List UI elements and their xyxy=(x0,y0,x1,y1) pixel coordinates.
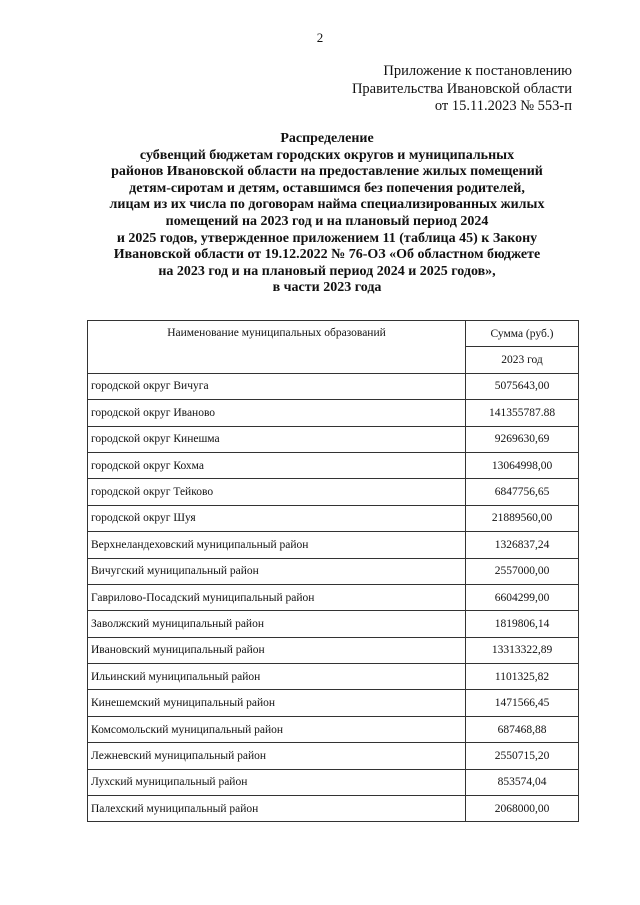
municipality-name: Гаврилово-Посадский муниципальный район xyxy=(88,584,466,610)
table-row xyxy=(88,743,579,769)
table-row xyxy=(88,664,579,690)
amount-value: 2557000,00 xyxy=(466,558,579,584)
page-number: 2 xyxy=(316,30,324,45)
column-header-year: 2023 год xyxy=(466,347,579,373)
table-row xyxy=(88,637,579,663)
table-row xyxy=(88,690,579,716)
amount-value: 2068000,00 xyxy=(466,796,579,822)
table-header-row xyxy=(88,321,579,347)
municipality-name: Палехский муниципальный район xyxy=(88,796,466,822)
appendix-reference xyxy=(352,63,572,116)
table-body xyxy=(88,373,579,822)
amount-value: 21889560,00 xyxy=(466,505,579,531)
amount-value: 687468,88 xyxy=(466,716,579,742)
municipality-name: городской округ Вичуга xyxy=(88,373,466,399)
table-row xyxy=(88,452,579,478)
amount-value: 6847756,65 xyxy=(466,479,579,505)
title-line: лицам из их числа по договорам найма специализированных жилых xyxy=(109,197,545,213)
amount-value: 1471566,45 xyxy=(466,690,579,716)
table-row xyxy=(88,426,579,452)
title-line: на 2023 год и на плановый период 2024 и 2025 годов», xyxy=(158,263,496,279)
title-line: районов Ивановской области на предоставление жилых помещений xyxy=(111,164,543,180)
title-line: детям-сиротам и детям, оставшимся без попечения родителей, xyxy=(129,180,525,196)
table-row xyxy=(88,796,579,822)
amount-value: 1819806,14 xyxy=(466,611,579,637)
municipality-name: городской округ Тейково xyxy=(88,479,466,505)
title-line: субвенций бюджетам городских округов и муниципальных xyxy=(139,147,515,163)
municipality-name: городской округ Шуя xyxy=(88,505,466,531)
appendix-line: Приложение к постановлению xyxy=(383,63,572,79)
table-row xyxy=(88,584,579,610)
municipality-name: Ильинский муниципальный район xyxy=(88,664,466,690)
table-row xyxy=(88,532,579,558)
municipality-name: Комсомольский муниципальный район xyxy=(88,716,466,742)
table-row xyxy=(88,558,579,584)
table-row xyxy=(88,769,579,795)
title-line: помещений на 2023 год и на плановый период 2024 xyxy=(165,213,489,229)
municipality-name: Заволжский муниципальный район xyxy=(88,611,466,637)
amount-value: 6604299,00 xyxy=(466,584,579,610)
appendix-line: Правительства Ивановской области xyxy=(351,80,572,97)
amount-value: 141355787.88 xyxy=(466,400,579,426)
municipality-name: городской округ Кинешма xyxy=(88,426,466,452)
municipality-name: Ивановский муниципальный район xyxy=(88,637,466,663)
column-header-name: Наименование муниципальных образований xyxy=(88,321,466,374)
table-row xyxy=(88,373,579,399)
table-row xyxy=(88,400,579,426)
amount-value: 2550715,20 xyxy=(466,743,579,769)
document-title xyxy=(70,131,584,297)
amount-value: 1101325,82 xyxy=(466,664,579,690)
column-header-sum: Сумма (руб.) xyxy=(466,321,579,347)
table-row xyxy=(88,611,579,637)
table-row xyxy=(88,479,579,505)
amount-value: 5075643,00 xyxy=(466,373,579,399)
municipality-name: городской округ Кохма xyxy=(88,452,466,478)
municipality-name: Лежневский муниципальный район xyxy=(88,743,466,769)
table-row xyxy=(88,716,579,742)
amount-value: 853574,04 xyxy=(466,769,579,795)
title-line: Распределение xyxy=(280,131,374,146)
title-line: Ивановской области от 19.12.2022 № 76-ОЗ «Об областном бюджете xyxy=(113,247,541,263)
amount-value: 13313322,89 xyxy=(466,637,579,663)
amount-value: 1326837,24 xyxy=(466,532,579,558)
appendix-line: от 15.11.2023 № 553-п xyxy=(434,98,572,114)
municipality-name: Кинешемский муниципальный район xyxy=(88,690,466,716)
municipality-name: Верхнеландеховский муниципальный район xyxy=(88,532,466,558)
table-row xyxy=(88,505,579,531)
title-line: в части 2023 года xyxy=(272,280,382,296)
municipality-name: городской округ Иваново xyxy=(88,400,466,426)
municipality-name: Вичугский муниципальный район xyxy=(88,558,466,584)
amount-value: 9269630,69 xyxy=(466,426,579,452)
municipality-name: Лухский муниципальный район xyxy=(88,769,466,795)
distribution-table xyxy=(87,320,579,822)
amount-value: 13064998,00 xyxy=(466,452,579,478)
title-line: и 2025 годов, утвержденное приложением 11 (таблица 45) к Закону xyxy=(116,230,538,246)
